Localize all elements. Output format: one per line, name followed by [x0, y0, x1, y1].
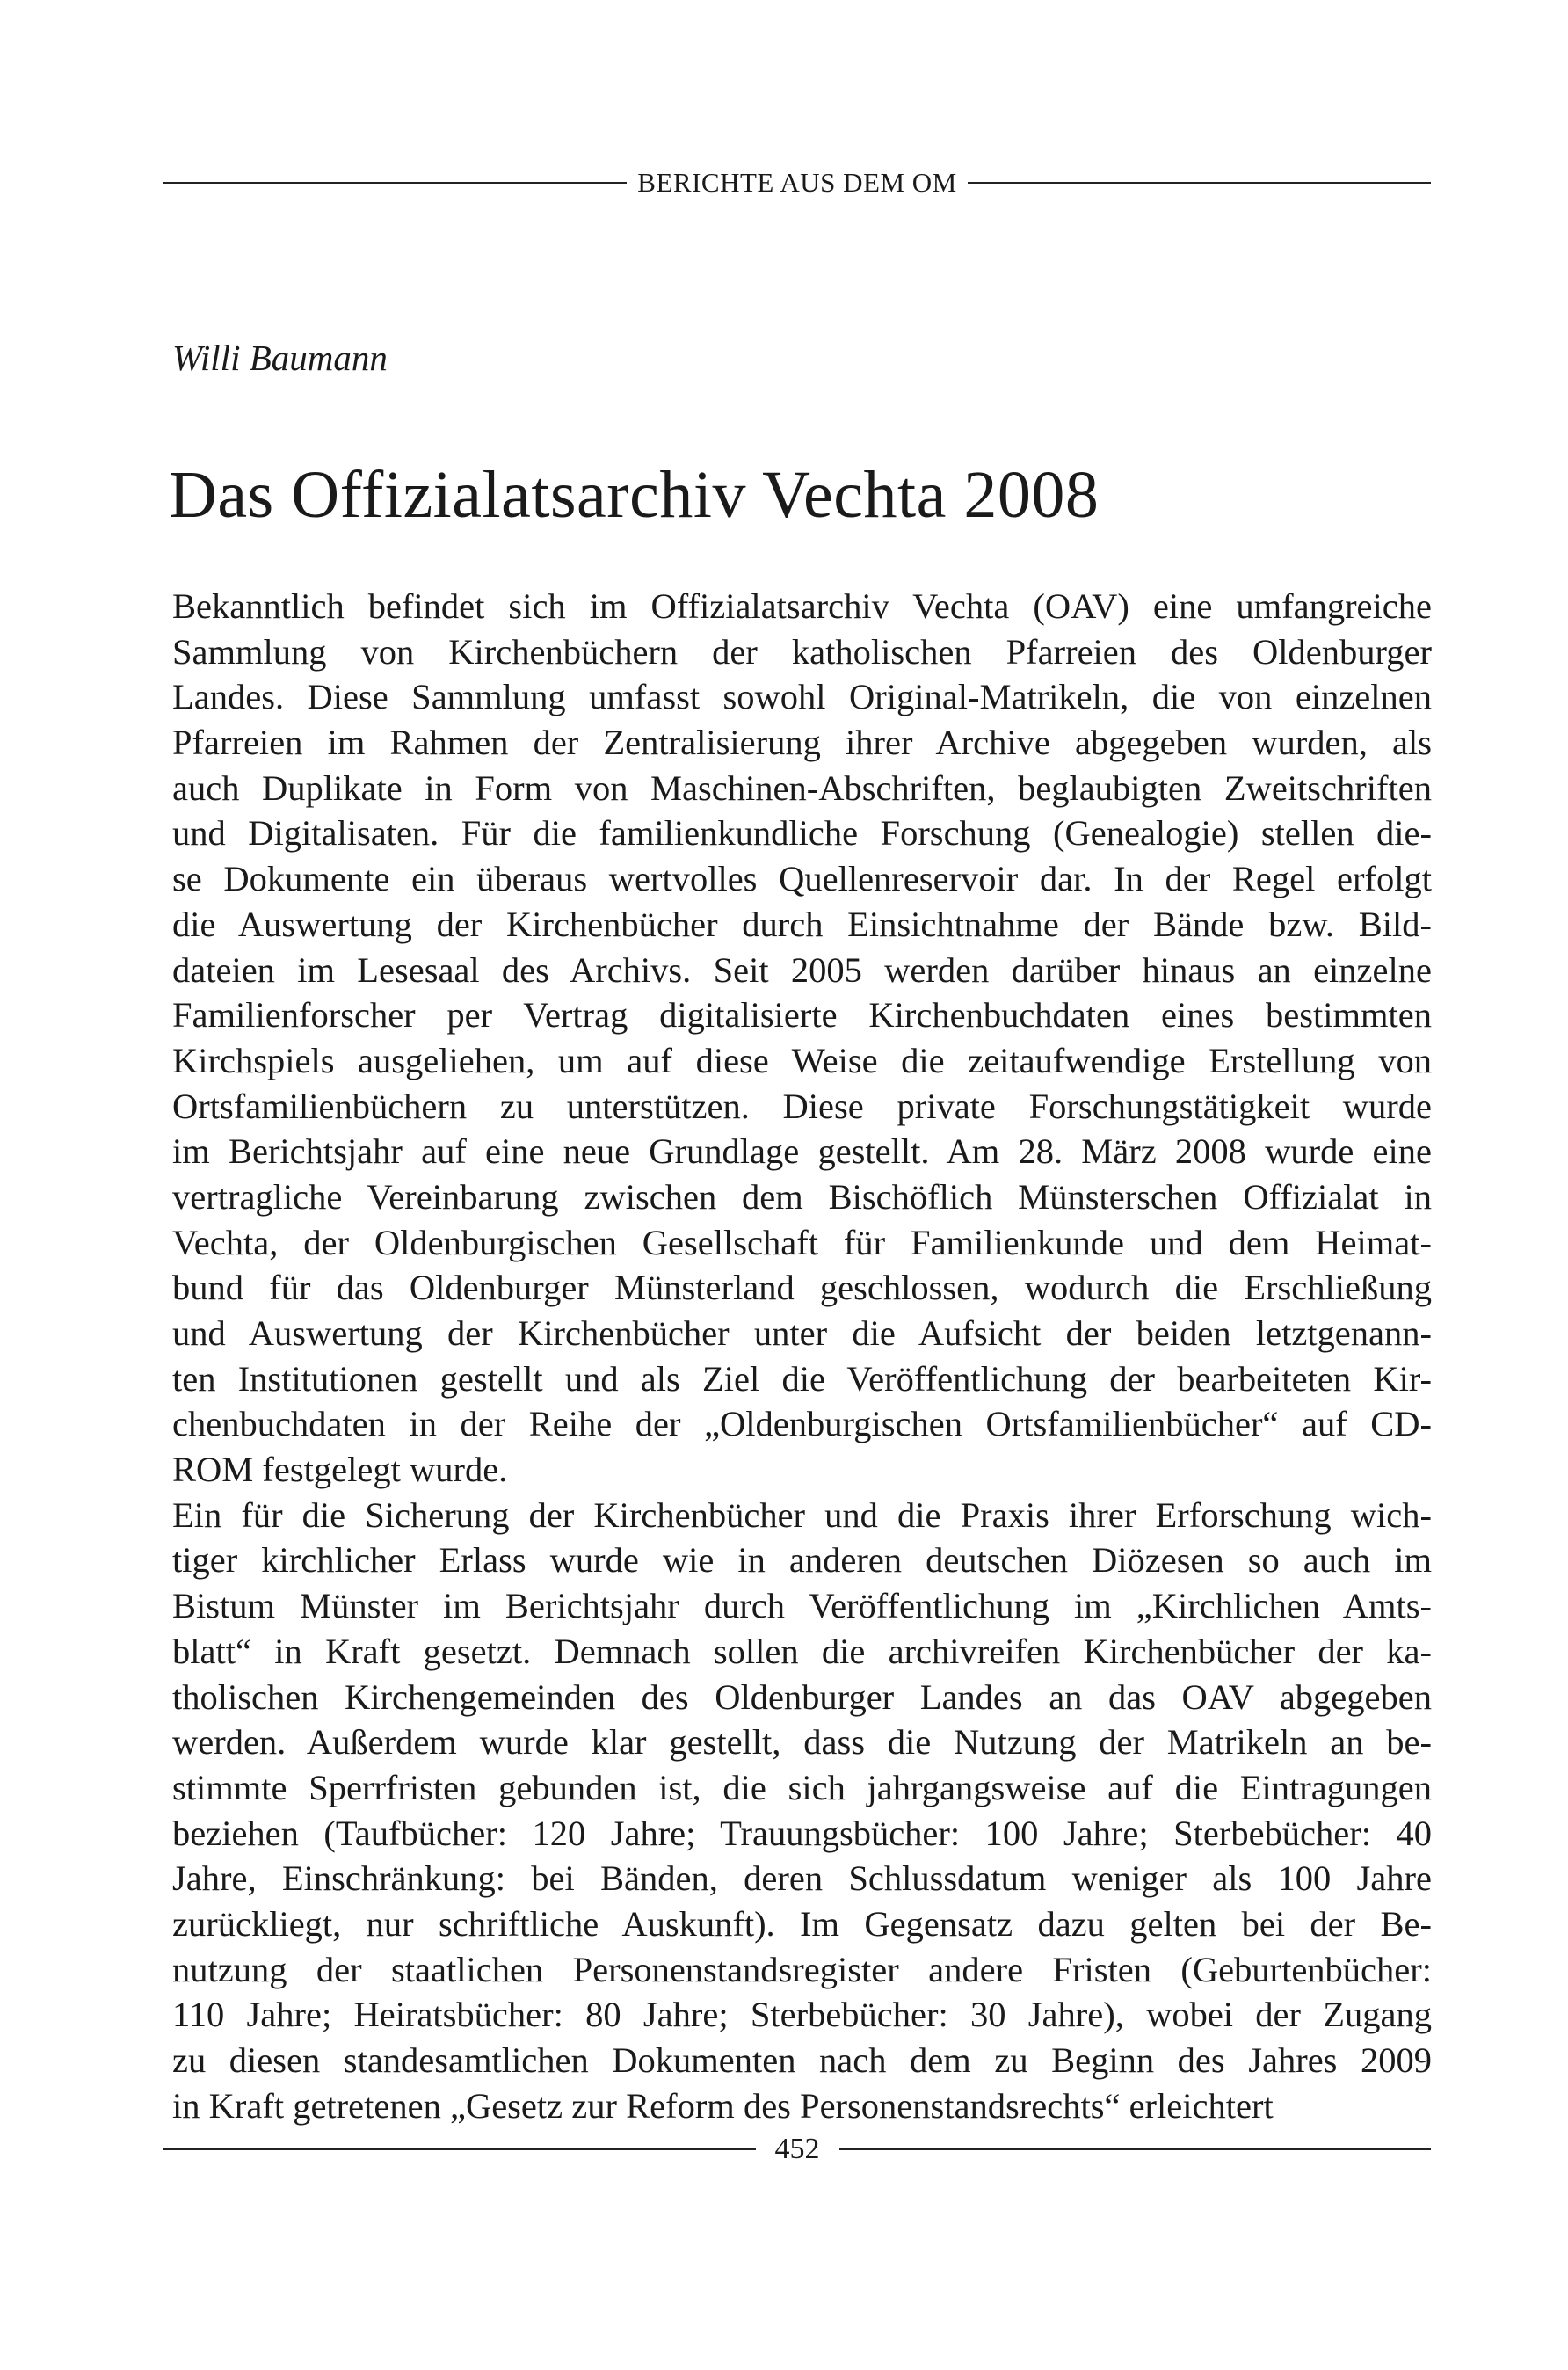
paragraph-2-line: Bistum Münster im Berichtsjahr durch Veröffentlichung im „Kirchlichen Amts-	[172, 1586, 1432, 1626]
paragraph-2-line: tiger kirchlicher Erlass wurde wie in anderen deutschen Diözesen so auch im	[172, 1540, 1432, 1581]
paragraph-2-line: stimmte Sperrfristen gebunden ist, die sich jahrgangsweise auf die Eintragungen	[172, 1767, 1432, 1807]
paragraph-1-line: Pfarreien im Rahmen der Zentralisierung ihrer Archive abgegeben wurden, als	[172, 723, 1432, 763]
paragraph-1-line: dateien im Lesesaal des Archivs. Seit 2005 werden darüber hinaus an einzelne	[172, 949, 1432, 990]
page-footer	[163, 2133, 1431, 2166]
paragraph-1-line: se Dokumente ein überaus wertvolles Quellenreservoir dar. In der Regel erfolgt	[172, 859, 1432, 899]
footer-rule-left	[163, 2148, 756, 2150]
paragraph-2-line: Ein für die Sicherung der Kirchenbücher und die Praxis ihrer Erforschung wich-	[172, 1494, 1432, 1535]
paragraph-1-line: Landes. Diese Sammlung umfasst sowohl Original-Matrikeln, die von einzelnen	[172, 677, 1432, 717]
paragraph-1-line: Kirchspiels ausgeliehen, um auf diese Weise die zeitaufwendige Erstellung von	[172, 1040, 1432, 1080]
paragraph-2-line: werden. Außerdem wurde klar gestellt, dass die Nutzung der Matrikeln an be-	[172, 1722, 1432, 1763]
paragraph-1-line: und Digitalisaten. Für die familienkundliche Forschung (Genealogie) stellen die-	[172, 813, 1432, 854]
paragraph-2-line: nutzung der staatlichen Personenstandsregister andere Fristen (Geburtenbücher:	[172, 1949, 1432, 1989]
footer-rule-right	[839, 2148, 1432, 2150]
running-head-text: BERICHTE AUS DEM OM	[637, 167, 957, 198]
paragraph-1-line: Vechta, der Oldenburgischen Gesellschaft für Familienkunde und dem Heimat-	[172, 1222, 1432, 1262]
paragraph-1-line: im Berichtsjahr auf eine neue Grundlage gestellt. Am 28. März 2008 wurde eine	[172, 1131, 1432, 1172]
paragraph-2-line: zu diesen standesamtlichen Dokumenten nach dem zu Beginn des Jahres 2009	[172, 2040, 1432, 2080]
paragraph-2-line: zurückliegt, nur schriftliche Auskunft). Im Gegensatz dazu gelten bei der Be-	[172, 1903, 1432, 1944]
paragraph-1-line: die Auswertung der Kirchenbücher durch Einsichtnahme der Bände bzw. Bild-	[172, 904, 1432, 944]
paragraph-1-line: ten Institutionen gestellt und als Ziel die Veröffentlichung der bearbeiteten Kir-	[172, 1358, 1432, 1399]
paragraph-1-line: Ortsfamilienbüchern zu unterstützen. Diese private Forschungstätigkeit wurde	[172, 1086, 1432, 1126]
paragraph-2-line: tholischen Kirchengemeinden des Oldenburger Landes an das OAV abgegeben	[172, 1676, 1432, 1717]
paragraph-1-line: chenbuchdaten in der Reihe der „Oldenburgischen Ortsfamilienbücher“ auf CD-	[172, 1404, 1432, 1444]
author-name: Willi Baumann	[172, 338, 388, 378]
paragraph-2-line: beziehen (Taufbücher: 120 Jahre; Trauungsbücher: 100 Jahre; Sterbebücher: 40	[172, 1813, 1432, 1853]
paragraph-2-line: blatt“ in Kraft gesetzt. Demnach sollen die archivreifen Kirchenbücher der ka-	[172, 1631, 1432, 1671]
paragraph-1-line: bund für das Oldenburger Münsterland geschlossen, wodurch die Erschließung	[172, 1268, 1432, 1308]
paragraph-2-line: 110 Jahre; Heiratsbücher: 80 Jahre; Sterbebücher: 30 Jahre), wobei der Zugang	[172, 1995, 1432, 2035]
article-body	[172, 584, 1432, 2128]
paragraph-1-line: Familienforscher per Vertrag digitalisierte Kirchenbuchdaten eines bestimmten	[172, 995, 1432, 1036]
paragraph-2-line: in Kraft getretenen „Gesetz zur Reform des Personenstandsrechts“ erleichtert	[172, 2085, 1274, 2126]
page-number: 452	[774, 2133, 820, 2165]
paragraph-1-line: Sammlung von Kirchenbüchern der katholischen Pfarreien des Oldenburger	[172, 631, 1432, 672]
paragraph-1-line: vertragliche Vereinbarung zwischen dem Bischöflich Münsterschen Offizialat in	[172, 1176, 1432, 1217]
article-title: Das Offizialatsarchiv Vechta 2008	[169, 458, 1100, 532]
running-head-rule-left	[163, 182, 627, 184]
running-head	[163, 167, 1431, 199]
paragraph-1-line: Bekanntlich befindet sich im Offizialatsarchiv Vechta (OAV) eine umfangreiche	[172, 586, 1432, 626]
paragraph-1-line: ROM festgelegt wurde.	[172, 1450, 508, 1490]
paragraph-2-line: Jahre, Einschränkung: bei Bänden, deren Schlussdatum weniger als 100 Jahre	[172, 1858, 1432, 1899]
paragraph-1-line: und Auswertung der Kirchenbücher unter die Aufsicht der beiden letztgenann-	[172, 1313, 1432, 1353]
running-head-rule-right	[968, 182, 1431, 184]
paragraph-1-line: auch Duplikate in Form von Maschinen-Abschriften, beglaubigten Zweitschriften	[172, 767, 1432, 808]
